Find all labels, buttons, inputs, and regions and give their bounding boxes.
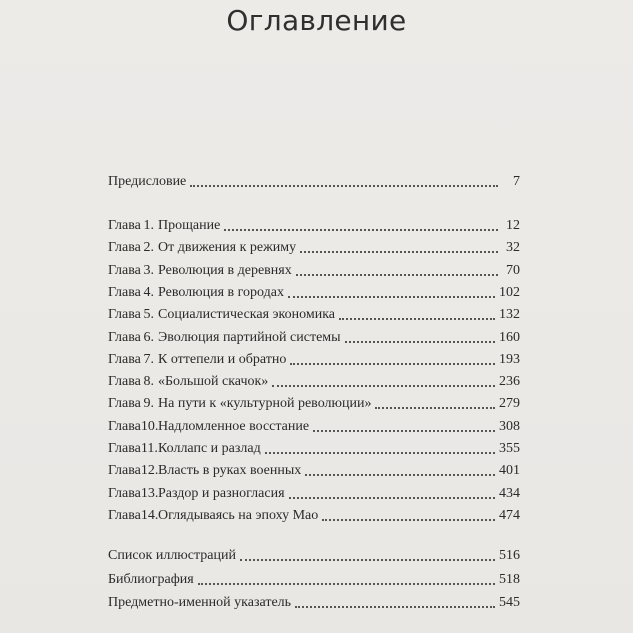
chapter-number: 2. [143, 240, 154, 256]
chapter-word: Глава [108, 396, 141, 412]
toc-back-matter-row [108, 593, 520, 613]
toc-chapter-row [108, 439, 520, 459]
toc-chapter-row [108, 261, 520, 281]
chapter-page: 193 [499, 351, 520, 367]
chapter-number: 7. [143, 351, 154, 367]
chapter-title: Эволюция партийной системы [158, 329, 341, 345]
chapter-number: 5. [143, 307, 154, 323]
leader-dots [345, 340, 495, 343]
toc-back-matter-row [108, 570, 520, 590]
leader-dots [290, 362, 495, 365]
leader-dots [322, 518, 495, 521]
toc-chapter-row [108, 461, 520, 481]
chapter-page: 308 [499, 418, 520, 434]
chapter-title: Революция в городах [158, 284, 284, 300]
chapter-page: 434 [499, 485, 520, 501]
toc-back-matter-row [108, 546, 520, 566]
chapter-page: 401 [499, 463, 520, 479]
chapter-number: 13. [140, 485, 159, 501]
leader-dots [190, 184, 498, 187]
toc-chapter-row [108, 506, 520, 526]
chapter-number-group [108, 305, 154, 325]
toc-chapter-row [108, 394, 520, 414]
back-matter-page: 516 [499, 548, 520, 563]
back-matter-label: Предметно-именной указатель [108, 595, 292, 610]
chapter-word: Глава [108, 418, 141, 434]
chapter-number-group [108, 328, 154, 348]
chapter-page: 160 [499, 329, 520, 345]
leader-dots [296, 273, 498, 276]
toc-chapter-row [108, 328, 520, 348]
chapter-title: Оглядываясь на эпоху Мао [158, 507, 319, 523]
chapter-number-group [108, 283, 154, 303]
toc-chapter-row [108, 350, 520, 370]
leader-dots [272, 384, 495, 387]
leader-dots [295, 605, 495, 608]
chapter-number: 4. [143, 284, 154, 300]
chapter-word: Глава [108, 374, 141, 390]
back-matter-page: 545 [499, 595, 520, 610]
chapter-page: 132 [499, 307, 520, 323]
toc-chapter-row [108, 372, 520, 392]
leader-dots [300, 250, 498, 253]
chapter-number-group [108, 506, 159, 526]
chapter-page: 12 [506, 218, 520, 233]
chapter-title: «Большой скачок» [158, 374, 269, 390]
leader-dots [339, 317, 495, 320]
toc-chapter-row [108, 216, 520, 236]
leader-dots [288, 295, 495, 298]
back-matter-label: Библиография [108, 571, 194, 587]
chapter-number: 6. [143, 329, 154, 345]
chapter-page: 279 [499, 396, 520, 412]
chapter-number-group [108, 238, 154, 258]
leader-dots [240, 558, 495, 561]
chapter-word: Глава [108, 351, 141, 367]
chapter-word: Глава [108, 240, 141, 256]
chapter-number-group [108, 216, 154, 236]
page-title: Оглавление [226, 4, 407, 37]
toc-preface-label: Предисловие [108, 174, 187, 189]
chapter-number-group [108, 261, 154, 281]
chapter-word: Глава [108, 485, 141, 501]
leader-dots [313, 429, 495, 432]
chapter-title: Прощание [158, 218, 221, 233]
chapter-number: 8. [143, 374, 154, 390]
toc-chapter-row [108, 484, 520, 504]
leader-dots [224, 228, 498, 231]
chapter-title: Раздор и разногласия [158, 485, 285, 501]
chapter-number-group [108, 394, 154, 414]
chapter-title: Надломленное восстание [158, 418, 310, 434]
chapter-page: 102 [499, 284, 520, 300]
chapter-word: Глава [108, 463, 141, 479]
toc-chapter-row [108, 238, 520, 258]
chapter-number: 10. [140, 418, 159, 434]
leader-dots [289, 496, 495, 499]
chapter-number-group [108, 439, 158, 459]
chapter-number: 14. [140, 507, 159, 523]
chapter-word: Глава [108, 307, 141, 323]
chapter-number-group [108, 484, 159, 504]
toc-preface-page: 7 [513, 174, 520, 189]
chapter-title: На пути к «культурной революции» [158, 396, 372, 412]
chapter-page: 236 [499, 374, 520, 390]
chapter-word: Глава [108, 441, 141, 456]
chapter-title: Революция в деревнях [158, 262, 292, 278]
chapter-title: Социалистическая экономика [158, 307, 336, 323]
toc-chapter-row [108, 283, 520, 303]
chapter-word: Глава [108, 329, 141, 345]
chapter-number-group [108, 372, 154, 392]
chapter-number: 12. [140, 463, 159, 479]
chapter-page: 32 [506, 240, 520, 256]
chapter-number: 11. [140, 441, 158, 456]
leader-dots [265, 451, 495, 454]
chapter-page: 70 [506, 262, 520, 278]
chapter-number: 3. [143, 262, 154, 278]
chapter-number-group [108, 350, 154, 370]
chapter-title: Власть в руках военных [158, 463, 302, 479]
toc-preface [108, 172, 520, 192]
back-matter-page: 518 [499, 571, 520, 587]
chapter-number-group [108, 417, 159, 437]
chapter-page: 474 [499, 507, 520, 523]
leader-dots [375, 406, 495, 409]
chapter-word: Глава [108, 262, 141, 278]
chapter-page: 355 [499, 441, 520, 456]
chapter-number: 9. [143, 396, 154, 412]
chapter-title: От движения к режиму [158, 240, 297, 256]
toc-chapter-row [108, 417, 520, 437]
chapter-word: Глава [108, 284, 141, 300]
chapter-number: 1. [143, 218, 154, 233]
chapter-word: Глава [108, 507, 141, 523]
leader-dots [198, 582, 495, 585]
chapter-title: Коллапс и разлад [158, 441, 261, 456]
chapter-title: К оттепели и обратно [158, 351, 287, 367]
back-matter-label: Список иллюстраций [108, 548, 236, 563]
leader-dots [305, 473, 495, 476]
chapter-word: Глава [108, 218, 141, 233]
chapter-number-group [108, 461, 159, 481]
toc-chapter-row [108, 305, 520, 325]
